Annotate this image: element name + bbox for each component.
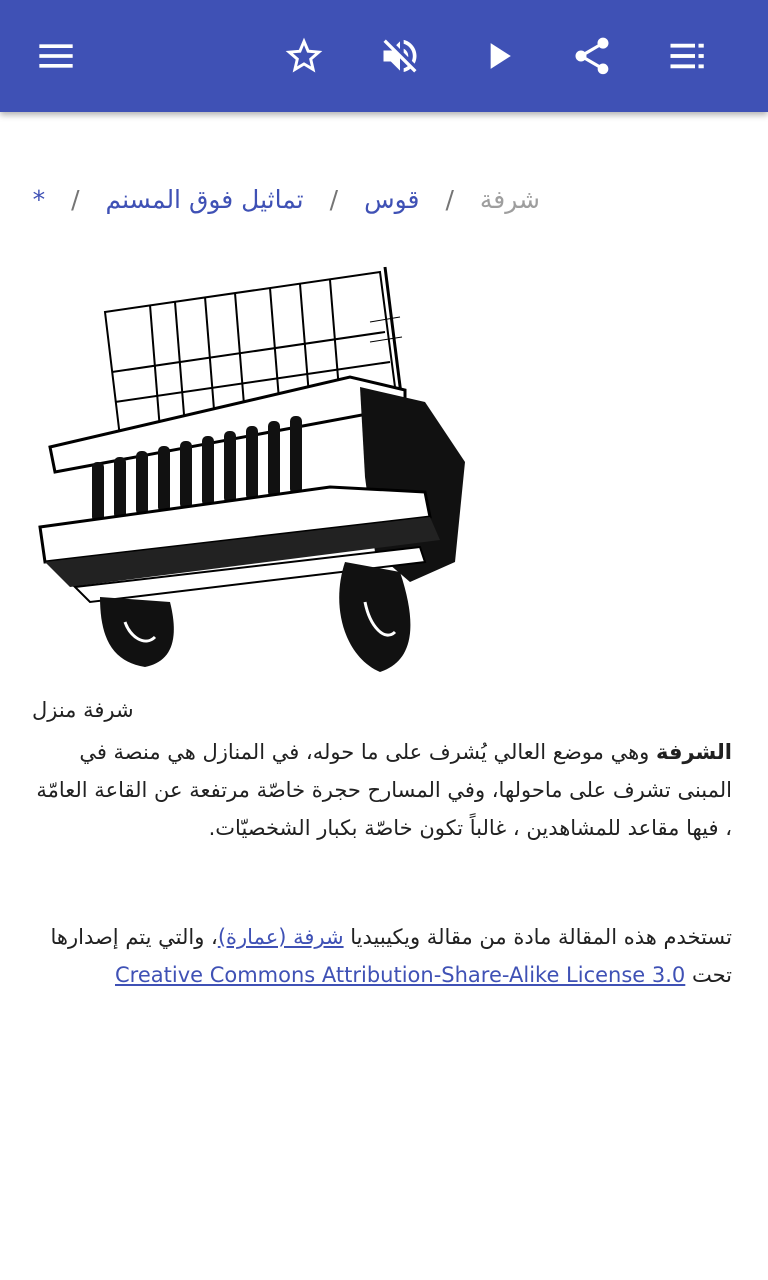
breadcrumb-separator: / xyxy=(71,185,80,214)
play-icon xyxy=(476,34,520,78)
breadcrumb-item[interactable]: قوس xyxy=(364,185,420,214)
article-definition: وهي موضع العالي يُشرف على ما حوله، في المنازل هي منصة في المبنى تشرف على ماحولها، وفي المسارح حجرة خاصّة مرتفعة عن القاعة العامّة ، فيها مقاعد للمشاهدين ، غالباً تكون خاصّة بكبار الشخصيّات. xyxy=(36,740,732,840)
play-button[interactable] xyxy=(466,24,530,88)
bookmark-button[interactable] xyxy=(272,24,336,88)
share-icon xyxy=(570,34,614,78)
figure-caption: شرفة منزل xyxy=(32,698,134,722)
breadcrumb-item[interactable]: تماثيل فوق المسنم xyxy=(105,185,304,214)
menu-button[interactable] xyxy=(24,24,88,88)
app-bar xyxy=(0,0,768,112)
source-article-link[interactable]: شرفة (عمارة) xyxy=(217,925,344,949)
breadcrumb-item-current: شرفة xyxy=(479,185,540,214)
breadcrumb-separator: / xyxy=(329,185,339,214)
attribution-middle: ، والتي يتم إصدارها تحت xyxy=(50,925,732,987)
share-button[interactable] xyxy=(560,24,624,88)
list-icon xyxy=(667,35,709,77)
star-outline-icon xyxy=(282,34,326,78)
breadcrumb xyxy=(32,178,540,222)
volume-off-icon xyxy=(378,34,422,78)
menu-icon xyxy=(36,36,76,76)
license-link[interactable]: Creative Commons Attribution-Share-Alike License 3.0 xyxy=(115,963,686,987)
breadcrumb-separator: / xyxy=(445,185,454,214)
article-term: الشرفة xyxy=(655,740,732,764)
attribution-paragraph xyxy=(32,918,732,994)
breadcrumb-item[interactable]: * xyxy=(32,185,46,214)
toc-button[interactable] xyxy=(656,24,720,88)
mute-button[interactable] xyxy=(368,24,432,88)
balcony-illustration xyxy=(30,262,470,682)
attribution-prefix: تستخدم هذه المقالة مادة من مقالة ويكيبيديا xyxy=(343,925,732,949)
article-lead-paragraph xyxy=(32,733,732,847)
